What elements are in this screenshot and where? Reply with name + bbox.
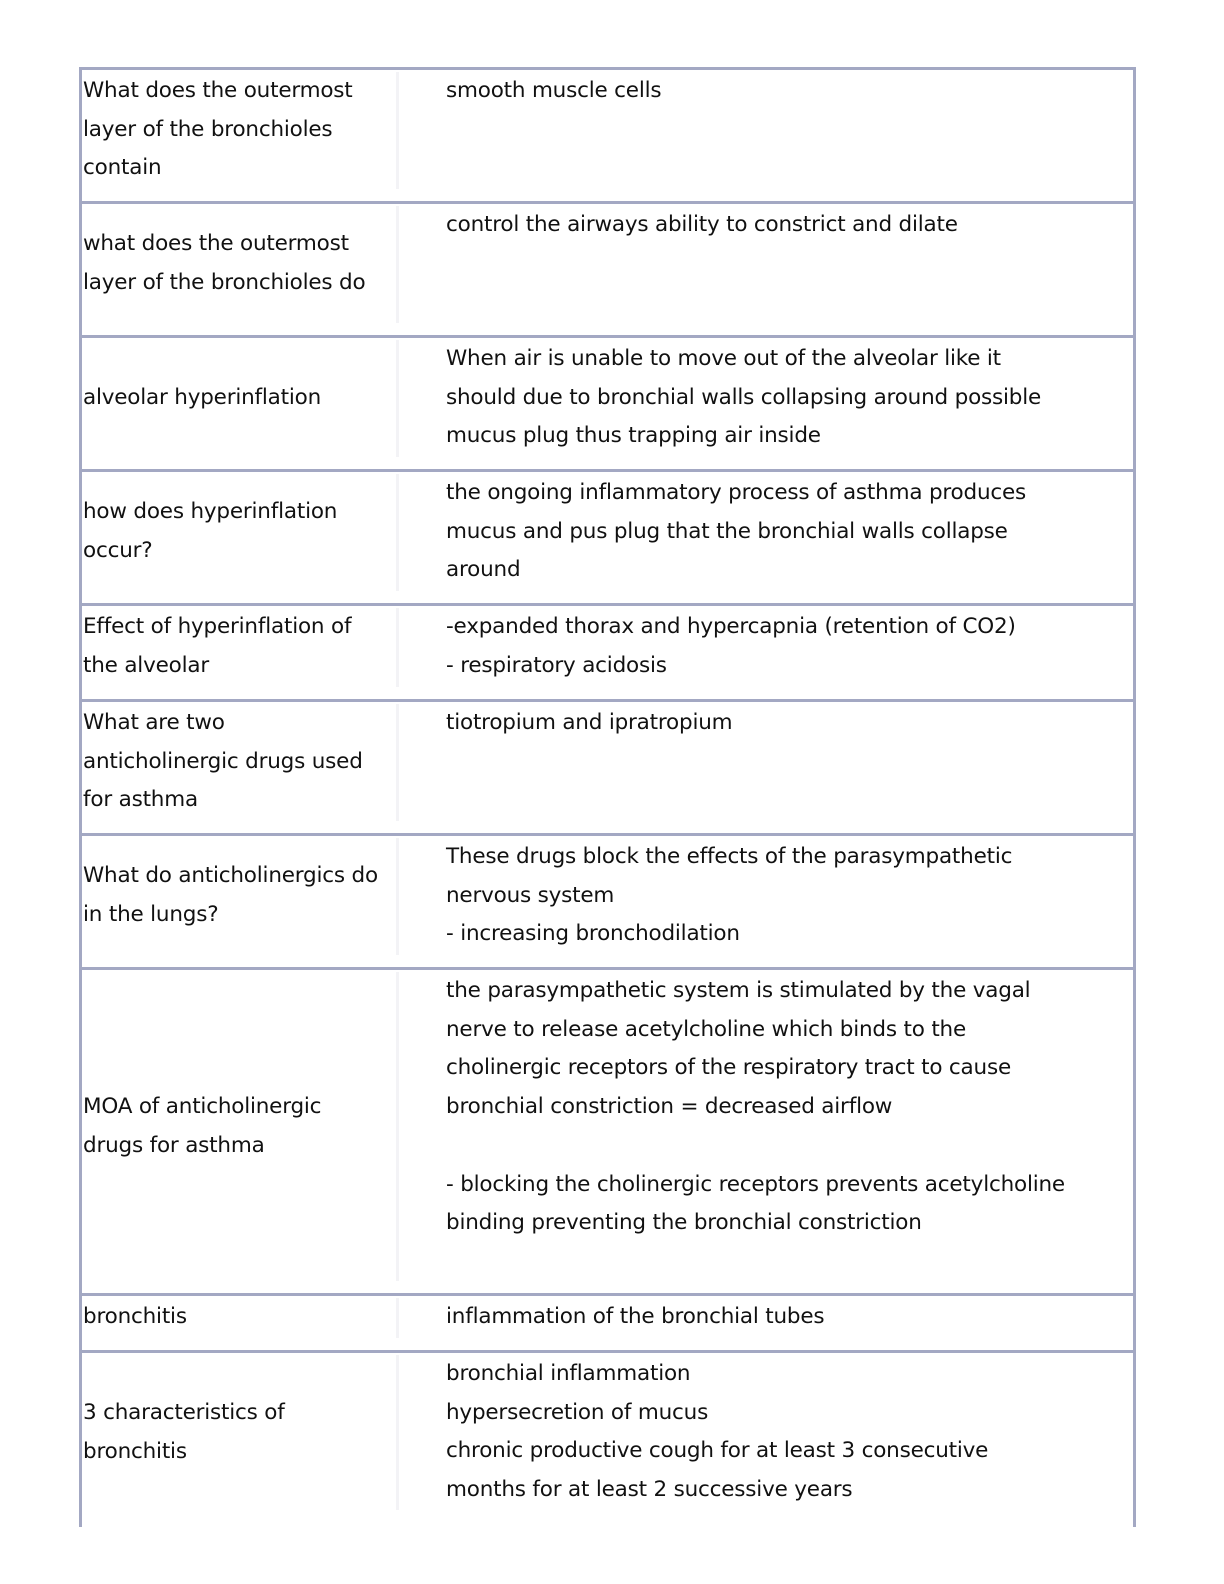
- definition-cell: control the airways ability to constrict and dilate: [446, 212, 958, 237]
- term-text: What does the outermost layer of the bronchioles contain: [83, 77, 353, 181]
- term-text: Effect of hyperinflation of the alveolar: [83, 614, 352, 678]
- term-cell: [83, 474, 383, 590]
- definition-cell: When air is unable to move out of the alveolar like it should due to bronchial walls collapsing around possible mucus plug thus trapping air inside: [446, 346, 1042, 449]
- table-row: [82, 338, 1133, 472]
- term-cell: [83, 340, 383, 456]
- term-cell: [83, 72, 383, 188]
- term-cell: [83, 608, 383, 686]
- term-text: how does hyperinflation occur?: [83, 499, 338, 563]
- table-row: [82, 1296, 1133, 1353]
- column-divider: [396, 474, 399, 591]
- term-text: what does the outermost layer of the bronchioles do: [83, 231, 366, 295]
- column-divider: [396, 704, 399, 821]
- table-row: [82, 1353, 1133, 1527]
- definition-cell: tiotropium and ipratropium: [446, 710, 733, 735]
- definition-cell: These drugs block the effects of the parasympathetic nervous system - increasing bronchodilation: [446, 844, 1013, 947]
- term-cell: [83, 838, 383, 954]
- term-cell: [83, 704, 383, 820]
- column-divider: [396, 1298, 399, 1338]
- term-text: 3 characteristics of bronchitis: [83, 1399, 285, 1464]
- definition-cell: -expanded thorax and hypercapnia (retention of CO2) - respiratory acidosis: [446, 614, 1016, 678]
- table-row: [82, 70, 1133, 204]
- definition-cell: inflammation of the bronchial tubes: [446, 1304, 825, 1329]
- table-row: [82, 606, 1133, 702]
- term-cell: [83, 972, 383, 1281]
- term-text: alveolar hyperinflation: [83, 384, 322, 410]
- column-divider: [396, 340, 399, 457]
- flashcard-table: [79, 67, 1136, 1527]
- term-text: MOA of anticholinergic drugs for asthma: [83, 1093, 322, 1158]
- table-row: [82, 702, 1133, 836]
- column-divider: [396, 206, 399, 323]
- term-cell: [83, 1298, 383, 1337]
- table-row: [82, 472, 1133, 606]
- definition-cell: smooth muscle cells: [446, 78, 662, 103]
- table-row: [82, 970, 1133, 1296]
- definition-cell: bronchial inflammation hypersecretion of mucus chronic productive cough for at least 3 consecutive months for at least 2 successive years: [446, 1361, 989, 1503]
- term-text: What are two anticholinergic drugs used for asthma: [83, 709, 363, 813]
- term-text: What do anticholinergics do in the lungs?: [83, 863, 378, 927]
- column-divider: [396, 972, 399, 1281]
- term-cell: [83, 206, 383, 322]
- column-divider: [396, 72, 399, 189]
- term-cell: [83, 1355, 383, 1510]
- column-divider: [396, 1355, 399, 1510]
- definition-cell: the parasympathetic system is stimulated by the vagal nerve to release acetylcholine which binds to the cholinergic receptors of the respiratory tract to cause bronchial constriction = decreased airflow - blocking the cholinergic receptors prevents acetylcholine binding preventing the bronchial constriction: [446, 978, 1065, 1236]
- column-divider: [396, 838, 399, 955]
- definition-cell: the ongoing inflammatory process of asthma produces mucus and pus plug that the bronchial walls collapse around: [446, 480, 1027, 583]
- term-text: bronchitis: [83, 1304, 187, 1330]
- table-row: [82, 204, 1133, 338]
- column-divider: [396, 608, 399, 687]
- table-row: [82, 836, 1133, 970]
